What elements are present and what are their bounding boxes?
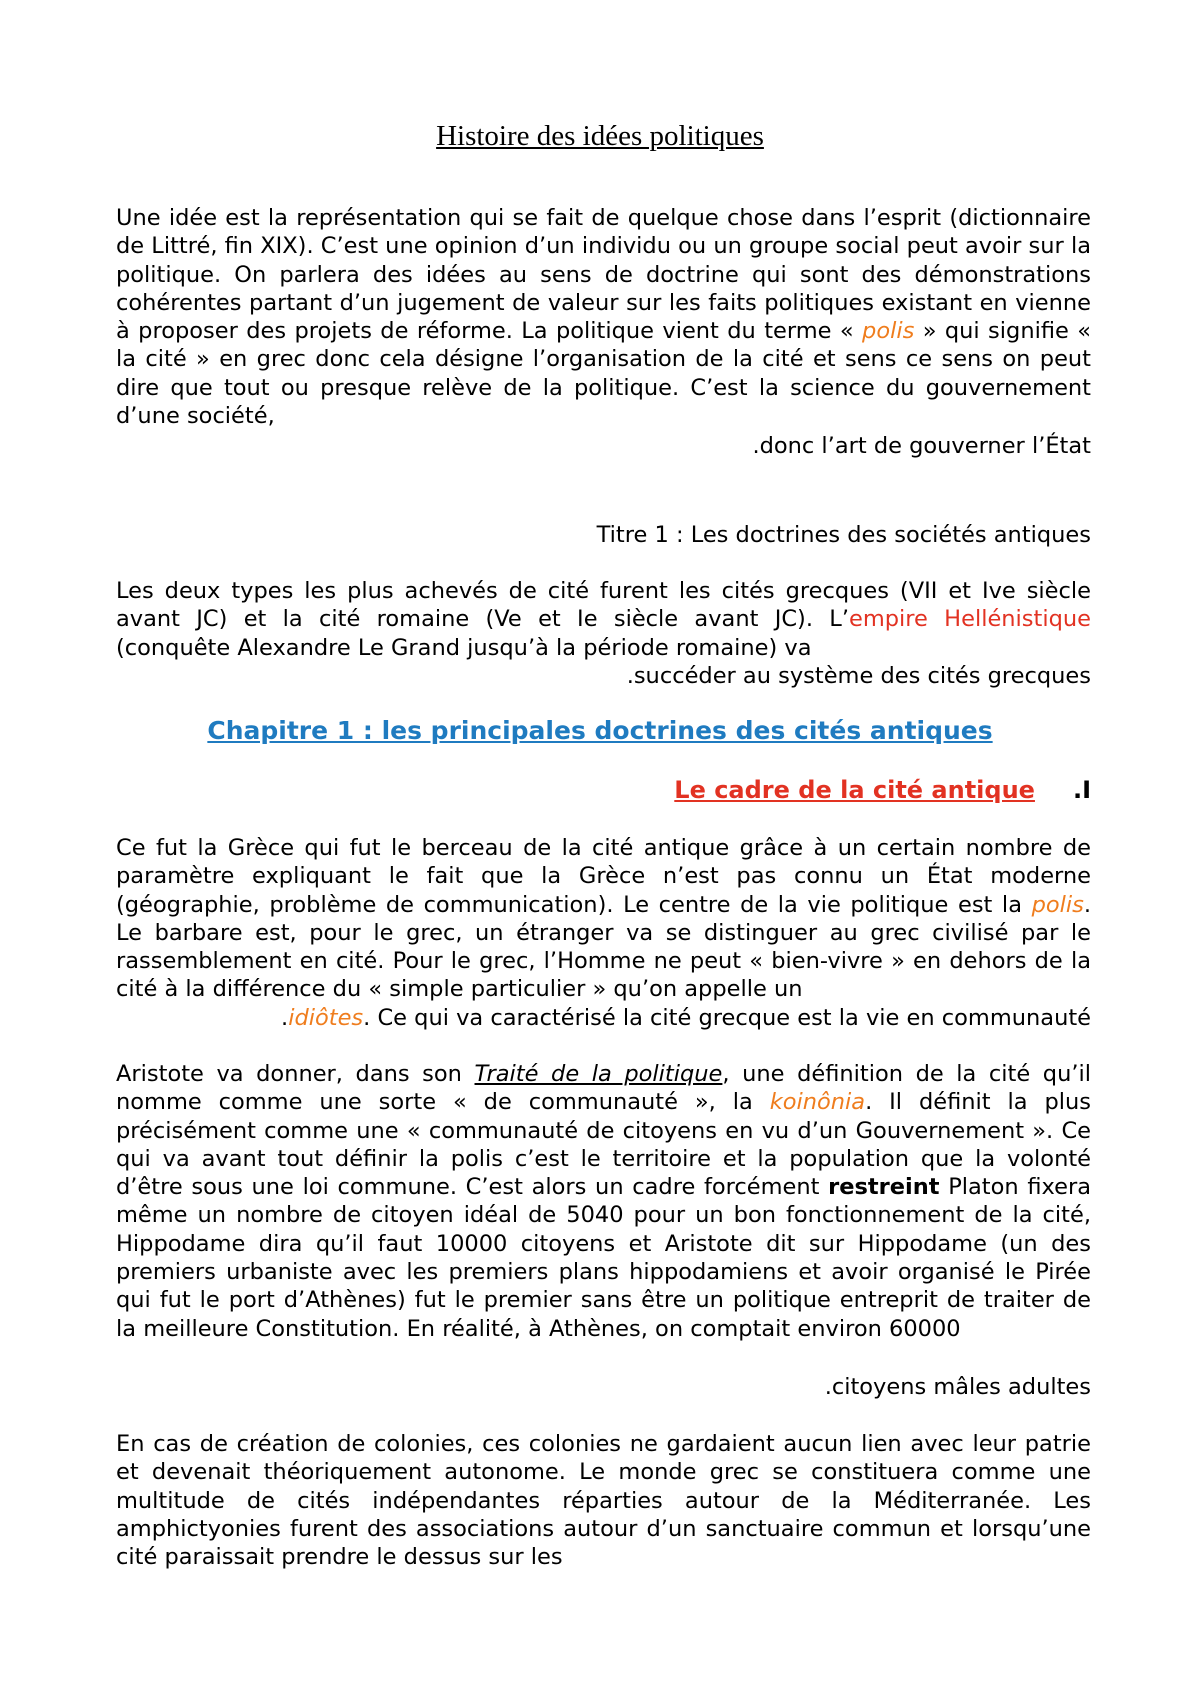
cites-text-1: Les deux types les plus achevés de cité furent les cités grecques (VII et Ive siècle avant JC) et la cité romaine (Ve et Ie siècle avant JC). L’ (116, 578, 1091, 633)
aristote-text-3: . Il définit la plus précisément comme une « communauté de citoyens en vu d’un Gouvernement ». Ce qui va avant tout définir la polis c’est le territoire et la population que la volonté d’être sous une loi commune. C’est alors un cadre forcément (116, 1089, 1091, 1201)
term-polis: polis (862, 318, 915, 345)
aristote-text-1: Aristote va donner, dans son (116, 1061, 475, 1087)
term-empire-hellenistique: empire Hellénistique (848, 606, 1091, 633)
chapter-heading: Chapitre 1 : les principales doctrines des cités antiques (207, 716, 993, 745)
colonies-paragraph (116, 1430, 1091, 1571)
term-restreint: restreint (828, 1174, 940, 1201)
colonies-text: En cas de création de colonies, ces colonies ne gardaient aucun lien avec leur patrie et devenait théoriquement autonome. Le monde grec se constituera comme une multitude de cités indépendantes réparties autour de la Méditerranée. Les amphictyonies furent des associations autour d’un sanctuaire commun et lorsqu’une cité paraissait prendre le dessus sur les (116, 1431, 1091, 1571)
intro-text-1: Une idée est la représentation qui se fait de quelque chose dans l’esprit (dictionnaire de Littré, fin XIX). C’est une opinion d’un individu ou un groupe social peut avoir sur la politique. On parlera des idées au sens de doctrine qui sont des démonstrations cohérentes partant d’un jugement de valeur sur les faits politiques existant en vienne à proposer des projets de réforme. La politique vient du terme « (116, 205, 1091, 345)
term-polis-2: polis (1031, 891, 1084, 918)
term-koinonia: koinônia (769, 1089, 866, 1116)
aristote-text-2: , une définition de la cité qu’il nomme comme une sorte « de communauté », la (116, 1061, 1091, 1116)
intro-paragraph (116, 204, 1091, 430)
section-label: Le cadre de la cité antique (674, 776, 1035, 804)
traite-de-la-politique: Traité de la politique (474, 1061, 723, 1087)
aristote-paragraph (116, 1060, 1091, 1343)
section-number: .I (1072, 776, 1091, 804)
section-heading (674, 776, 1091, 804)
cites-paragraph (116, 577, 1091, 662)
grece-last-prefix: . (281, 1005, 289, 1031)
term-idiotes: idiôtes (288, 1005, 364, 1031)
cites-last-line: .succéder au système des cités grecques (626, 663, 1091, 689)
grece-last-line (281, 1004, 1091, 1032)
grece-text-1: Ce fut la Grèce qui fut le berceau de la cité antique grâce à un certain nombre de paramètre expliquant le fait que la Grèce n’est pas connu un État moderne (géographie, problème de communication). Le centre de la vie politique est la (116, 835, 1091, 918)
cites-text-2: (conquête Alexandre Le Grand jusqu’à la période romaine) va (116, 634, 812, 661)
titre-heading: Titre 1 : Les doctrines des sociétés antiques (596, 522, 1091, 548)
aristote-text-4: Platon fixera même un nombre de citoyen idéal de 5040 pour un bon fonctionnement de la cité, Hippodame dira qu’il faut 10000 citoyens et Aristote dit sur Hippodame (un des premiers urbaniste avec les premiers plans hippodamiens et avoir organisé le Pirée qui fut le port d’Athènes) fut le premier sans être un politique entreprit de traiter de la meilleure Constitution. En réalité, à Athènes, on comptait environ 60000 (116, 1174, 1092, 1342)
grece-text-2: . Le barbare est, pour le grec, un étranger va se distinguer au grec civilisé par le rassemblement en cité. Pour le grec, l’Homme ne peut « bien-vivre » en dehors de la cité à la différence du « simple particulier » qu’on appelle un (116, 891, 1091, 1003)
document-title: Histoire des idées politiques (436, 120, 764, 152)
aristote-last-line: .citoyens mâles adultes (824, 1374, 1091, 1400)
grece-last-suffix: . Ce qui va caractérisé la cité grecque est la vie en communauté (363, 1005, 1091, 1031)
intro-last-line: .donc l’art de gouverner l’État (752, 433, 1091, 459)
grece-paragraph (116, 834, 1091, 1004)
intro-text-2: » qui signifie « la cité » en grec donc cela désigne l’organisation de la cité et sens ce sens on peut dire que tout ou presque relève de la politique. C’est la science du gouvernement d’une société, (116, 318, 1092, 430)
